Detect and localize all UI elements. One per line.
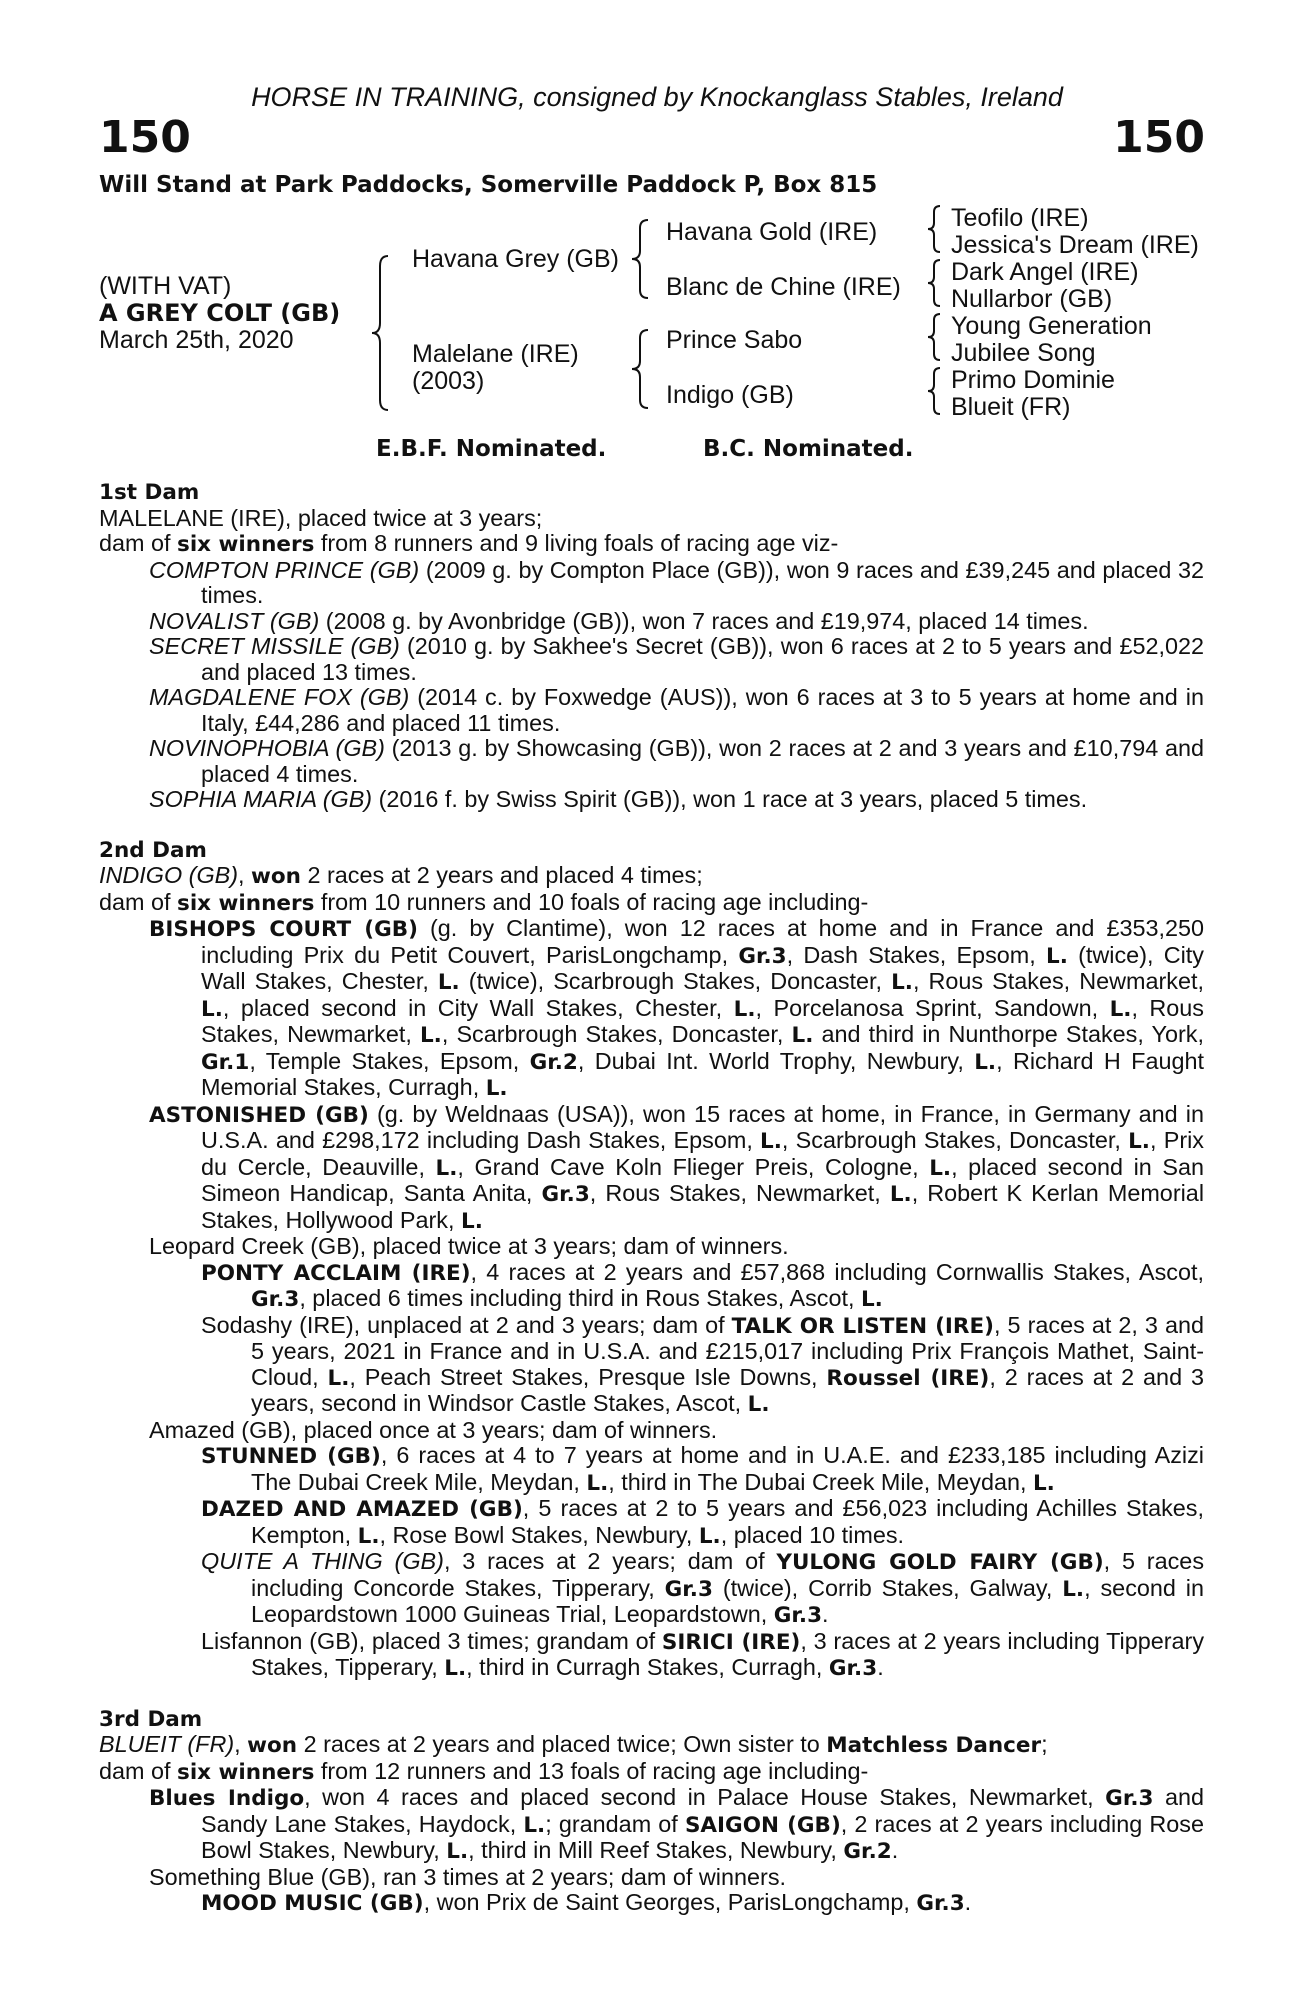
pedigree-bracket-dam xyxy=(630,330,650,408)
bold-text: Gr.3 xyxy=(251,1287,300,1312)
text-run: , Richard H Faught Memorial Stakes, Curragh, xyxy=(201,1047,1204,1100)
text-run: and third in Nunthorpe Stakes, York, xyxy=(813,1021,1204,1047)
italic-text: QUITE A THING (GB) xyxy=(201,1548,444,1574)
pedigree-entry xyxy=(99,736,1204,787)
gen3-2: Jessica's Dream (IRE) xyxy=(951,231,1199,259)
horse-name: A GREY COLT (GB) xyxy=(99,299,341,327)
text-run: ; xyxy=(1041,1731,1048,1757)
consignment-header: HORSE IN TRAINING, consigned by Knockanglass Stables, Ireland xyxy=(251,82,1063,112)
gen3-6: Jubilee Song xyxy=(951,339,1096,367)
text-run: and Sandy Lane Stakes, Haydock, xyxy=(201,1784,1205,1837)
bold-text: L. xyxy=(760,1129,782,1154)
bold-text: Gr.3 xyxy=(738,943,787,969)
dam-year: (2003) xyxy=(412,367,485,395)
gen3-8: Blueit (FR) xyxy=(951,393,1071,421)
gen3-7: Primo Dominie xyxy=(951,366,1115,394)
text-run: from 12 runners and 13 foals of racing age including- xyxy=(314,1757,869,1784)
pedigree-entry xyxy=(99,1443,1204,1496)
italic-text: SOPHIA MARIA (GB) xyxy=(149,786,373,812)
text-run: Sodashy (IRE), unplaced at 2 and 3 years; dam of xyxy=(201,1311,732,1338)
sire-name: Havana Grey (GB) xyxy=(412,245,620,273)
text-run: , Scarbrough Stakes, Doncaster, xyxy=(441,1021,792,1047)
italic-text: INDIGO (GB) xyxy=(99,862,239,888)
granddam-paternal: Blanc de Chine (IRE) xyxy=(666,273,901,301)
gen3-3: Dark Angel (IRE) xyxy=(951,258,1139,286)
third-dam-heading: 3rd Dam xyxy=(99,1706,203,1732)
text-run: dam of xyxy=(99,888,178,915)
bold-text: won xyxy=(247,1733,298,1758)
bold-text: won xyxy=(251,864,301,889)
bold-text: six winners xyxy=(177,890,315,916)
text-run: , Rose Bowl Stakes, Newbury, xyxy=(379,1521,699,1548)
first-dam-intro: MALELANE (IRE), placed twice at 3 years; xyxy=(99,504,543,531)
ebf-nomination: E.B.F. Nominated. xyxy=(376,436,607,462)
pedigree-entry xyxy=(99,685,1204,736)
text-run: (twice), Scarbrough Stakes, Doncaster, xyxy=(459,968,892,994)
gen3-1: Teofilo (IRE) xyxy=(951,204,1089,232)
text-run: , Prix du Cercle, Deauville, xyxy=(201,1127,1204,1180)
pedigree-bracket-g3-1 xyxy=(926,206,942,252)
bold-text: Roussel (IRE) xyxy=(826,1365,990,1391)
first-dam-produce-list xyxy=(99,558,1204,813)
text-run: , placed second in San Simeon Handicap, Santa Anita, xyxy=(201,1153,1204,1206)
text-run: (twice), Corrib Stakes, Galway, xyxy=(712,1574,1063,1601)
pedigree-bracket-g3-4 xyxy=(926,368,942,414)
text-run: , 5 races at 2 to 5 years and £56,023 including Achilles Stakes, Kempton, xyxy=(251,1495,1204,1548)
pedigree-entry xyxy=(99,1234,1204,1260)
text-run: ; grandam of xyxy=(545,1810,685,1837)
pedigree-entry xyxy=(99,1785,1204,1865)
first-dam-heading: 1st Dam xyxy=(99,480,200,505)
text-run: , Grand Cave Koln Flieger Preis, Cologne, xyxy=(457,1153,930,1180)
pedigree-entry xyxy=(99,1102,1204,1235)
second-dam-heading: 2nd Dam xyxy=(99,837,207,863)
text-run: (2008 g. by Avonbridge (GB)), won 7 races and £19,974, placed 14 times. xyxy=(319,607,1089,634)
bold-text: SAIGON (GB) xyxy=(684,1812,841,1838)
bold-text: L. xyxy=(201,996,223,1022)
bold-text: L. xyxy=(327,1365,350,1391)
text-run: , Dubai Int. World Trophy, Newbury, xyxy=(577,1047,975,1074)
text-run: , 3 races at 2 years including Tipperary Stakes, Tipperary, xyxy=(251,1627,1205,1680)
second-dam-summary xyxy=(99,890,1204,917)
text-run: , third in The Dubai Creek Mile, Meydan, xyxy=(608,1468,1033,1495)
text-run: , third in Mill Reef Stakes, Newbury, xyxy=(468,1837,844,1863)
pedigree-bracket-main xyxy=(370,256,390,410)
bold-text: L. xyxy=(860,1287,883,1312)
third-dam-entries xyxy=(99,1785,1204,1917)
text-run: , 4 races at 2 years and £57,868 including Cornwallis Stakes, Ascot, xyxy=(470,1258,1204,1285)
bold-text: Gr.3 xyxy=(828,1656,878,1681)
bold-text: L. xyxy=(974,1049,997,1075)
bold-text: L. xyxy=(733,996,756,1022)
pedigree-entry xyxy=(99,634,1204,685)
bold-text: L. xyxy=(444,1656,467,1681)
grandsire-paternal: Havana Gold (IRE) xyxy=(666,218,878,246)
italic-text: NOVINOPHOBIA (GB) xyxy=(149,735,385,761)
bold-text: Gr.3 xyxy=(1105,1786,1154,1811)
text-run: , Rous Stakes, Newmarket, xyxy=(201,994,1205,1047)
lot-number-right: 150 xyxy=(1113,112,1205,163)
pedigree-bracket-g3-2 xyxy=(926,260,942,306)
bold-text: DAZED AND AMAZED (GB) xyxy=(201,1497,523,1522)
catalogue-body xyxy=(99,480,1204,1917)
italic-text: COMPTON PRINCE (GB) xyxy=(149,556,420,583)
text-run: , placed 6 times including third in Rous Stakes, Ascot, xyxy=(299,1285,861,1311)
text-run: , Porcelanosa Sprint, Sandown, xyxy=(755,994,1110,1021)
bold-text: L. xyxy=(1062,1576,1085,1602)
bold-text: Gr.3 xyxy=(664,1576,713,1602)
bold-text: SIRICI (IRE) xyxy=(661,1629,801,1655)
bold-text: Gr.2 xyxy=(843,1839,892,1864)
bold-text: L. xyxy=(889,1182,912,1207)
third-dam-intro xyxy=(99,1732,1204,1759)
bold-text: L. xyxy=(435,1155,458,1181)
text-run: (2013 g. by Showcasing (GB)), won 2 races at 2 and 3 years and £10,794 and placed 4 times. xyxy=(201,735,1204,787)
text-run: Lisfannon (GB), placed 3 times; grandam of xyxy=(201,1627,662,1654)
bc-nomination: B.C. Nominated. xyxy=(703,436,914,462)
pedigree-bracket-sire xyxy=(630,220,650,298)
bold-text: L. xyxy=(1046,943,1068,969)
text-run: (twice), City Wall Stakes, Chester, xyxy=(201,941,1205,994)
foaling-date: March 25th, 2020 xyxy=(99,326,294,354)
bold-text: L. xyxy=(446,1839,469,1864)
first-dam-summary xyxy=(99,531,1204,558)
bold-text: Gr.3 xyxy=(541,1182,590,1207)
italic-text: NOVALIST (GB) xyxy=(149,607,320,634)
bold-text: L. xyxy=(929,1155,952,1181)
pedigree-bracket-g3-3 xyxy=(926,314,942,360)
text-run: 2 races at 2 years and placed 4 times; xyxy=(301,862,703,888)
bold-text: L. xyxy=(461,1208,483,1234)
pedigree-entry xyxy=(99,1313,1204,1418)
text-run: , Scarbrough Stakes, Doncaster, xyxy=(781,1127,1129,1153)
text-run: , second in Leopardstown 1000 Guineas Trial, Leopardstown, xyxy=(251,1574,1205,1627)
text-run: (2009 g. by Compton Place (GB)), won 9 races and £39,245 and placed 32 times. xyxy=(201,556,1205,608)
text-run: , xyxy=(234,1731,248,1757)
bold-text: BISHOPS COURT (GB) xyxy=(149,917,418,942)
granddam-maternal: Indigo (GB) xyxy=(666,381,794,409)
pedigree-entry xyxy=(99,1260,1204,1313)
text-run: . xyxy=(891,1837,899,1863)
text-run: , placed 10 times. xyxy=(720,1521,905,1548)
text-run: . xyxy=(964,1889,972,1915)
text-run: 2 races at 2 years and placed twice; Own sister to xyxy=(297,1731,827,1757)
bold-text: six winners xyxy=(177,1759,315,1785)
italic-text: BLUEIT (FR) xyxy=(99,1731,235,1757)
bold-text: L. xyxy=(357,1523,380,1549)
text-run: Amazed (GB), placed once at 3 years; dam of winners. xyxy=(149,1416,718,1443)
bold-text: L. xyxy=(1128,1129,1150,1154)
text-run: from 10 runners and 10 foals of racing age including- xyxy=(314,888,869,915)
text-run: . xyxy=(877,1654,884,1680)
text-run: , won 4 races and placed second in Palace House Stakes, Newmarket, xyxy=(304,1784,1106,1810)
bold-text: ASTONISHED (GB) xyxy=(149,1102,369,1128)
bold-text: L. xyxy=(485,1076,508,1101)
text-run: , Rous Stakes, Newmarket, xyxy=(589,1180,890,1206)
text-run: dam of xyxy=(99,530,178,556)
text-run: , Peach Street Stakes, Presque Isle Downs, xyxy=(349,1363,827,1390)
italic-text: MAGDALENE FOX (GB) xyxy=(149,684,410,710)
text-run: , xyxy=(238,862,252,888)
text-run: , won Prix de Saint Georges, ParisLongchamp, xyxy=(423,1889,917,1915)
text-run: (g. by Weldnaas (USA)), won 15 races at home, in France, in Germany and in U.S.A. and £298,172 including Dash Stakes, Epsom, xyxy=(201,1100,1204,1153)
text-run: , 2 races at 2 and 3 years, second in Windsor Castle Stakes, Ascot, xyxy=(251,1363,1204,1416)
second-dam-intro xyxy=(99,863,1204,890)
text-run: (g. by Clantime), won 12 races at home and in France and £353,250 including Prix du Petit Couvert, ParisLongchamp, xyxy=(201,915,1205,968)
text-run: , Robert K Kerlan Memorial Stakes, Hollywood Park, xyxy=(201,1180,1205,1233)
text-run: from 8 runners and 9 living foals of racing age viz- xyxy=(314,530,839,556)
italic-text: SECRET MISSILE (GB) xyxy=(149,633,400,659)
pedigree-entry xyxy=(99,1890,1204,1917)
pedigree-entry xyxy=(99,1418,1204,1444)
lot-number-left: 150 xyxy=(99,112,191,163)
text-run: , 3 races at 2 years; dam of xyxy=(443,1548,777,1574)
pedigree-entry xyxy=(99,558,1204,609)
bold-text: L. xyxy=(747,1392,770,1417)
text-run: (2010 g. by Sakhee's Secret (GB)), won 6 races at 2 to 5 years and £52,022 and placed 13 times. xyxy=(201,633,1204,685)
text-run: , 2 races at 2 years including Rose Bowl Stakes, Newbury, xyxy=(201,1810,1204,1863)
bold-text: Gr.2 xyxy=(529,1049,578,1075)
bold-text: L. xyxy=(1109,996,1132,1022)
bold-text: Gr.3 xyxy=(916,1891,965,1916)
dam-name: Malelane (IRE) xyxy=(412,340,579,368)
text-run: , Dash Stakes, Epsom, xyxy=(786,941,1046,968)
bold-text: L. xyxy=(698,1523,721,1549)
text-run: , 5 races at 2, 3 and 5 years, 2021 in France and in U.S.A. and £215,017 including Prix François Mathet, Saint-Cloud, xyxy=(251,1311,1204,1390)
text-run: , 6 races at 4 to 7 years at home and in U.A.E. and £233,185 including Azizi The Dubai Creek Mile, Meydan, xyxy=(251,1442,1204,1495)
bold-text: MOOD MUSIC (GB) xyxy=(201,1891,424,1916)
bold-text: TALK OR LISTEN (IRE) xyxy=(731,1313,994,1339)
bold-text: YULONG GOLD FAIRY (GB) xyxy=(776,1550,1104,1575)
bold-text: L. xyxy=(437,970,460,995)
pedigree-entry xyxy=(99,1865,1204,1891)
text-run: , 5 races including Concorde Stakes, Tipperary, xyxy=(251,1548,1205,1601)
text-run: (2014 c. by Foxwedge (AUS)), won 6 races at 3 to 5 years at home and in Italy, £44,286 and placed 11 times. xyxy=(201,684,1204,736)
bold-text: L. xyxy=(791,1023,814,1048)
text-run: (2016 f. by Swiss Spirit (GB)), won 1 race at 3 years, placed 5 times. xyxy=(372,786,1088,812)
pedigree-entry xyxy=(99,1496,1204,1549)
text-run: , placed second in City Wall Stakes, Chester, xyxy=(222,994,734,1021)
bold-text: L. xyxy=(1032,1470,1055,1496)
text-run: dam of xyxy=(99,1757,178,1784)
pedigree-entry xyxy=(99,787,1204,813)
third-dam-summary xyxy=(99,1759,1204,1786)
text-run: Leopard Creek (GB), placed twice at 3 years; dam of winners. xyxy=(149,1233,789,1259)
bold-text: L. xyxy=(891,970,913,995)
bold-text: Gr.3 xyxy=(773,1603,823,1628)
bold-text: PONTY ACCLAIM (IRE) xyxy=(201,1260,471,1286)
bold-text: Gr.1 xyxy=(201,1049,250,1075)
text-run: , Temple Stakes, Epsom, xyxy=(249,1047,530,1074)
pedigree-entry xyxy=(99,609,1204,635)
bold-text: six winners xyxy=(177,532,315,557)
bold-text: L. xyxy=(586,1470,609,1496)
bold-text: Matchless Dancer xyxy=(826,1733,1042,1758)
text-run: Something Blue (GB), ran 3 times at 2 years; dam of winners. xyxy=(149,1863,787,1890)
stand-location: Will Stand at Park Paddocks, Somerville Paddock P, Box 815 xyxy=(99,172,878,198)
vat-note: (WITH VAT) xyxy=(99,272,232,300)
gen3-5: Young Generation xyxy=(951,312,1152,340)
bold-text: L. xyxy=(419,1023,442,1048)
bold-text: STUNNED (GB) xyxy=(201,1444,381,1469)
second-dam-entries xyxy=(99,916,1204,1682)
pedigree-entry xyxy=(99,916,1204,1102)
text-run: , third in Curragh Stakes, Curragh, xyxy=(466,1654,829,1680)
bold-text: Blues Indigo xyxy=(149,1786,305,1811)
text-run: , Rous Stakes, Newmarket, xyxy=(912,968,1204,994)
gen3-4: Nullarbor (GB) xyxy=(951,285,1113,313)
pedigree-entry xyxy=(99,1629,1204,1682)
text-run: . xyxy=(822,1601,829,1627)
pedigree-entry xyxy=(99,1549,1204,1629)
bold-text: L. xyxy=(523,1812,546,1838)
grandsire-maternal: Prince Sabo xyxy=(666,326,803,354)
